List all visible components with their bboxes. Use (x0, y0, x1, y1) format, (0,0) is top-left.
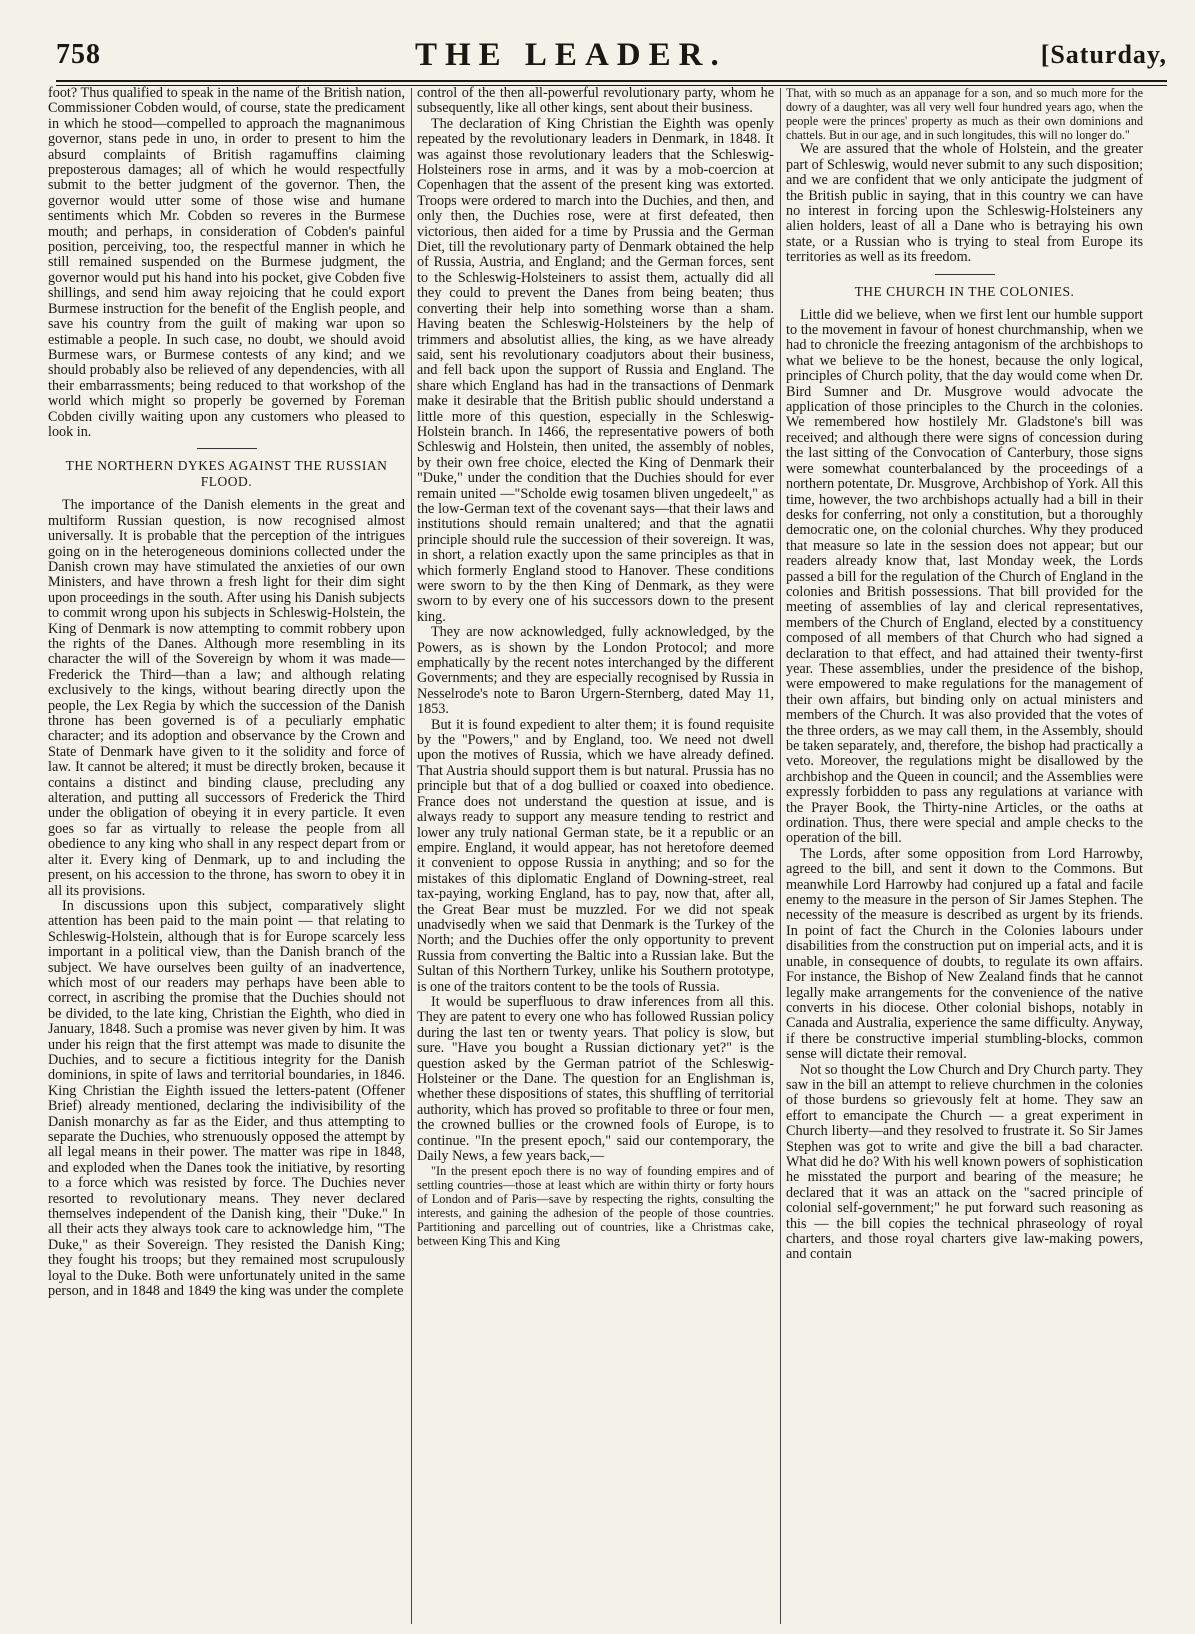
paragraph: control of the then all-powerful revolutionary party, whom he subsequently, like all other kings, sent about their business. (417, 86, 774, 117)
masthead (56, 32, 1167, 78)
paragraph: In discussions upon this subject, comparatively slight attention has been paid to the main point — that relating to Schleswig-Holstein, although that is for Europe scarcely less important in a political view, than the Danish branch of the subject. We have ourselves been guilty of an inadvertence, which most of our readers may perhaps have been able to correct, in ascribing the promise that the Duchies should not be divided, to the late king, Christian the Eighth, who died in January, 1848. Such a promise was never given by him. It was under his reign that the first attempt was made to disunite the Duchies, and to secure a fictitious integrity for the Danish dominions, in spite of laws and territorial boundaries, in 1846. King Christian the Eighth issued the letters-patent (Offener Brief) already mentioned, declaring the indivisibility of the Danish monarchy as far as the Eider, and thus attempting to separate the Duchies, who strenuously opposed the attempt by all legal means in their power. The matter was ripe in 1848, and exploded when the Danes took the initiative, by resorting to a force which was resisted by force. The Duchies never resorted to revolutionary means. They never declared themselves independent of the Danish king, their "Duke." In all their acts they always took care to acknowledge him, "The Duke," as their Sovereign. They resisted the Danish King; they fought his troops; but they remained most scrupulously loyal to the Duke. Both were unfortunately united in the same person, and in 1848 and 1849 the king was under the complete (48, 897, 405, 1300)
paragraph: The declaration of King Christian the Eighth was openly repeated by the revolutionary leaders in Denmark, in 1848. It was against those revolutionary leaders that the Schleswig-Holsteiners rose in arms, and it was by a mob-coercion at Copenhagen that the assent of the present king was extorted. Troops were ordered to march into the Duchies, and then, and only then, the Duchies rose, were at first defeated, then victorious, then aided for a time by Prussia and the German Diet, till the revolutionary party of Denmark obtained the help of Russia, Austria, and England; and the German forces, sent to the Schleswig-Holsteiners to assist them, actually did all they could to prevent the Danes from being beaten; thus converting their help into something worse than a sham. Having beaten the Schleswig-Holsteiners by the help of trimmers and absolutist allies, the king, as we have already said, sent his revolutionary coadjutors about their business, and fell back upon the support of Russia and England. The share which England has had in the transactions of Denmark make it desirable that the British public should understand a little more of this question, especially in the Schleswig-Holstein branch. In 1466, the representative powers of both Schleswig and Holstein, then united, the assembly of nobles, by their own free choice, elected the King of Denmark their "Duke," under the condition that the Duchies should for ever remain united —"Scholde ewig tosamen bliven ungedeelt," as the low-German text of the covenant says—that their laws and institutions should remain unaltered; and that the agnatii principle should rule the succession of their sovereign. It was, in short, a relation exactly upon the same principles as that in which formerly England stood to Hanover. These conditions were sworn to by the then King of Denmark, as they were sworn to by every one of his successors down to the present king. (417, 115, 774, 625)
block-quote: That, with so much as an appanage for a son, and so much more for the dowry of a daughter, was all very well four hundred years ago, when the people were the princes' property as much as their own dominions and chattels. But in our age, and in such longitudes, this will no longer do." (786, 86, 1143, 143)
paragraph: The Lords, after some opposition from Lord Harrowby, agreed to the bill, and sent it down to the Commons. But meanwhile Lord Harrowby had conjured up a fatal and facile enemy to the measure in the person of Sir James Stephen. The necessity of the measure is described as urgent by its friends. In point of fact the Church in the Colonies labours under disabilities from the construction put on imperial acts, and it is unable, in consequence of doubts, to regulate its own affairs. For instance, the Bishop of New Zealand finds that he cannot legally make arrangements for the convenience of the native converts in his diocese. Other colonial bishops, notably in Canada and Australia, experience the same difficulty. Anyway, if there be constructive imperial stumbling-blocks, common sense will dictate their removal. (786, 845, 1143, 1063)
block-quote: "In the present epoch there is no way of founding empires and of settling countries—those at least which are within thirty or forty hours of London and of Paris—save by respecting the rights, consulting the interests, and gaining the adhesion of the people of those countries. Partitioning and parcelling out of countries, like a Christmas cake, between King This and King (417, 1164, 774, 1249)
article-columns (48, 86, 1173, 1626)
section-heading: THE CHURCH IN THE COLONIES. (854, 283, 1075, 299)
issue-day: [Saturday, (1040, 40, 1167, 69)
paragraph: Not so thought the Low Church and Dry Church party. They saw in the bill an attempt to relieve churchmen in the colonies of those burdens so grievously felt at home. They saw an effort to emancipate the Church — a great experiment in Church liberty—and they resolved to frustrate it. So Sir James Stephen was got to write and give the bill a bad character. What did he do? With his well known powers of sophistication he misstated the purport and bearing of the measure; he declared that it was an attack on the "sacred principle of colonial self-government;" he put forward such reasoning as this — the bill copies the technical phraseology of royal charters, and those royal charters give law-making powers, and contain (786, 1061, 1143, 1263)
page-number: 758 (56, 39, 101, 70)
column-2 (417, 86, 774, 1626)
section-divider (197, 448, 257, 449)
paragraph: It would be superfluous to draw inferences from all this. They are patent to every one who has followed Russian policy during the last ten or twenty years. That policy is slow, but sure. "Have you bought a Russian dictionary yet?" is the question asked by the German patriot of the Schleswig-Holsteiner or the Dane. The question for an Englishman is, whether these dispositions of states, this shuffling of territorial authority, which has proved so profitable to three or four men, the crowned bullies or the crowned fools of Europe, is to continue. "In the present epoch," said our contemporary, the Daily News, a few years back,— (417, 993, 774, 1165)
column-separator (780, 88, 781, 1624)
section-heading: THE NORTHERN DYKES AGAINST THE RUSSIAN FLOOD. (65, 458, 388, 490)
paragraph: They are now acknowledged, fully acknowledged, by the Powers, as is shown by the London Protocol; and more emphatically by the recent notes interchanged by the different Governments; and they are especially recognised by Russia in Nesselrode's note to Baron Urgern-Sternberg, dated May 11, 1853. (417, 624, 774, 718)
column-separator (411, 88, 412, 1624)
paragraph: foot? Thus qualified to speak in the name of the British nation, Commissioner Cobden would, of course, state the predicament in which he stood—compelled to approach the magnanimous governor, stans pede in uno, in order to present to him the absurd complaints of British ragamuffins claiming preposterous damages; all of which he would respectfully submit to the better judgment of the governor. Then, the governor would utter some of those wise and humane sentiments which Mr. Cobden so reveres in the Burmese mouth; and perhaps, in consideration of Cobden's painful position, perceiving, too, the respectful manner in which he still remained suspended on the Burmese judgment, the governor would put his hand into his pocket, give Cobden five shillings, and send him away rejoicing that he could export Burmese instruction for the benefit of the English people, and save his country from the guilt of making war upon so estimable a people. In such case, no doubt, we should avoid Burmese wars, or Burmese contests of any kind; and we should probably also be relieved of any dependencies, with all their embarrassments; being reduced to that workshop of the world which might so properly be governed by Foreman Cobden civilly waiting upon any customers who pleased to look in. (48, 86, 405, 440)
paragraph: We are assured that the whole of Holstein, and the greater part of Schleswig, would never submit to any such disposition; and we are confident that we only anticipate the judgment of the British public in saying, that in this country we can have no interest in forcing upon the Schleswig-Holsteiners any alien holders, least of all a Dane who is betraying his own state, or a Russian who is trying to steal from Europe its territories as well as its freedom. (786, 141, 1143, 266)
paragraph: Little did we believe, when we first lent our humble support to the movement in favour of honest churchmanship, when we had to chronicle the freezing antagonism of the archbishops to what we believe to be the honest, because the only logical, principles of Church polity, that the day would come when Dr. Bird Sumner and Dr. Musgrove would advocate the application of those principles to the Church in the colonies. We remembered how hostilely Mr. Gladstone's bill was received; and although there were signs of concession during the last sitting of the Convocation of Canterbury, those signs were somewhat counterbalanced by the proceedings of a northern potentate, Dr. Musgrove, Archbishop of York. All this time, however, the two archbishops actually had a bill in their desks for conferring, not only a constitution, but a thoroughly democratic one, on the colonial churches. Why they produced that measure so late in the session does not appear; but our readers already know that, last Monday week, the Lords passed a bill for the regulation of the Church of England in the colonies and British possessions. That bill provided for the meeting of assemblies of lay and clerical representatives, members of the Church of England, elected by a constituency composed of all members of that Church who had signed a declaration to that effect, and had attained their twenty-first year. These assemblies, under the presidence of the bishop, were empowered to make regulations for the management of their own affairs, but binding only on actual ministers and members of the Church. It was also provided that the votes of the three orders, as we may call them, in the Assembly, should be taken separately, and, therefore, the bishop had practically a veto. Moreover, the regulations might be disallowed by the archbishop and the Queen in council; and the Assemblies were expressly forbidden to pass any regulations at variance with the Prayer Book, the Thirty-nine Articles, or the oaths at ordination. Thus, there were special and ample checks to the operation of the bill. (786, 306, 1143, 847)
column-3 (786, 86, 1143, 1626)
newspaper-title: THE LEADER. (414, 36, 727, 73)
column-1 (48, 86, 405, 1626)
paragraph: The importance of the Danish elements in the great and multiform Russian question, is now recognised almost universally. It is probable that the perception of the intrigues going on in the heterogeneous dominions collected under the Danish crown may have stimulated the anxieties of our own Ministers, and have thrown a fresh light for their dim sight upon proceedings in the south. After using his Danish subjects to commit wrong upon his subjects in Schleswig-Holstein, the King of Denmark is now attempting to commit robbery upon the rights of the Danes. Although more resembling in its character the will of the Sovereign by whom it was made—Frederick the Third—than a law; and although relating exclusively to the kings, without bearing directly upon the people, the Lex Regia by which the succession of the Danish throne has been governed is of a peculiarly emphatic character; and its adoption and observance by the Crown and State of Denmark have given to it the solidity and force of law. It cannot be altered; it must be directly broken, because it contains a distinct and binding clause, precluding any alteration, and putting all successors of Frederick the Third under the obligation of obeying it in every particle. It even goes so far as virtually to release the people from all obedience to any king who shall in any respect depart from or alter it. Every king of Denmark, up to and including the present, on his accession to the throne, has sworn to obey it in all its provisions. (48, 497, 405, 899)
section-divider (935, 274, 995, 275)
paragraph: But it is found expedient to alter them; it is found requisite by the "Powers," and by England, too. We need not dwell upon the motives of Russia, which we have already defined. That Austria should support them is but natural. Prussia has no principle but that of a dog bullied or coaxed into obedience. France does not understand the question at issue, and is always ready to support any measure tending to restrict and lower any truly national German state, be it a republic or an empire. England, it would appear, has not heretofore deemed it convenient to oppose Russia in anything; and so for the mistakes of this diplomatic England of Downing-street, real tax-paying, working England, has to pay, now that, after all, the Great Bear must be muzzled. For we did not speak unadvisedly when we said that Denmark is the Turkey of the North; and the Duchies offer the only opportunity to prevent Russia from converting the Baltic into a Russian lake. But the Sultan of this Northern Turkey, unlike his Southern prototype, is one of the traitors content to be the tools of Russia. (417, 716, 774, 995)
